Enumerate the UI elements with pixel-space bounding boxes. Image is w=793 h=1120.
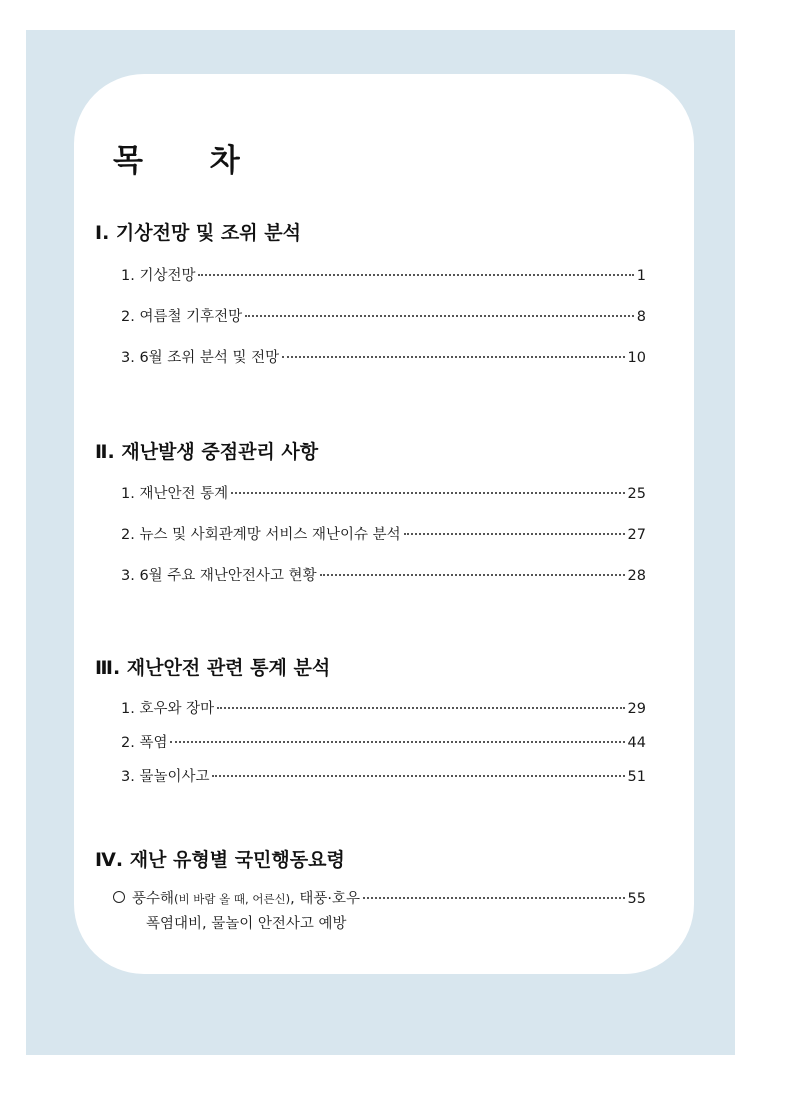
toc-entry-label: 1. 재난안전 통계 — [121, 486, 229, 502]
toc-entry-page: 51 — [627, 769, 646, 785]
toc-entry-page: 29 — [627, 701, 646, 717]
toc-entry-label: 2. 폭염 — [121, 735, 168, 751]
toc-entry-label-note: (비 바람 올 때, 어른신) — [174, 892, 291, 906]
toc-entry[interactable] — [121, 264, 646, 286]
circle-bullet-icon — [113, 891, 125, 903]
dot-leader — [231, 492, 624, 494]
toc-entry-page: 8 — [636, 309, 646, 325]
toc-entry-page: 1 — [636, 268, 646, 284]
toc-entry-label-main: 풍수해 — [132, 891, 175, 907]
dot-leader — [245, 315, 634, 317]
toc-entry[interactable] — [121, 697, 646, 719]
toc-entry-label: 1. 기상전망 — [121, 268, 196, 284]
section-heading-1: Ⅰ. 기상전망 및 조위 분석 — [95, 222, 301, 244]
toc-entry[interactable] — [121, 482, 646, 504]
toc-entry-label: 2. 뉴스 및 사회관계망 서비스 재난이슈 분석 — [121, 527, 401, 543]
page-title: 목 차 — [113, 143, 268, 179]
toc-entry[interactable] — [121, 523, 646, 545]
toc-entry[interactable] — [121, 564, 646, 586]
toc-entry-page: 10 — [627, 350, 646, 366]
toc-entry-page: 28 — [627, 568, 646, 584]
toc-entry-label-tail: , 태풍·호우 — [290, 891, 361, 907]
section-heading-3: Ⅲ. 재난안전 관련 통계 분석 — [95, 657, 331, 679]
toc-entry-continuation: 폭염대비, 물놀이 안전사고 예방 — [146, 916, 347, 932]
toc-entry-label: 3. 물놀이사고 — [121, 769, 210, 785]
toc-entry-label: 1. 호우와 장마 — [121, 701, 215, 717]
dot-leader — [320, 574, 625, 576]
section-heading-2: Ⅱ. 재난발생 중점관리 사항 — [95, 441, 319, 463]
section-heading-4: Ⅳ. 재난 유형별 국민행동요령 — [95, 849, 345, 871]
toc-entry-page: 44 — [627, 735, 646, 751]
dot-leader — [198, 274, 633, 276]
toc-entry-page: 27 — [627, 527, 646, 543]
toc-entry-label: 3. 6월 주요 재난안전사고 현황 — [121, 568, 317, 584]
toc-entry-label: 3. 6월 조위 분석 및 전망 — [121, 350, 280, 366]
toc-entry-label — [113, 887, 360, 908]
toc-entry[interactable] — [121, 765, 646, 787]
dot-leader — [217, 707, 624, 709]
dot-leader — [282, 356, 624, 358]
toc-entry[interactable] — [121, 305, 646, 327]
toc-entry-page: 55 — [627, 891, 646, 907]
toc-entry[interactable] — [113, 887, 646, 909]
toc-entry-page: 25 — [627, 486, 646, 502]
dot-leader — [170, 741, 624, 743]
dot-leader — [212, 775, 624, 777]
toc-entry-label: 2. 여름철 기후전망 — [121, 309, 243, 325]
dot-leader — [363, 897, 625, 899]
toc-entry[interactable] — [121, 731, 646, 753]
toc-entry[interactable] — [121, 346, 646, 368]
dot-leader — [404, 533, 625, 535]
